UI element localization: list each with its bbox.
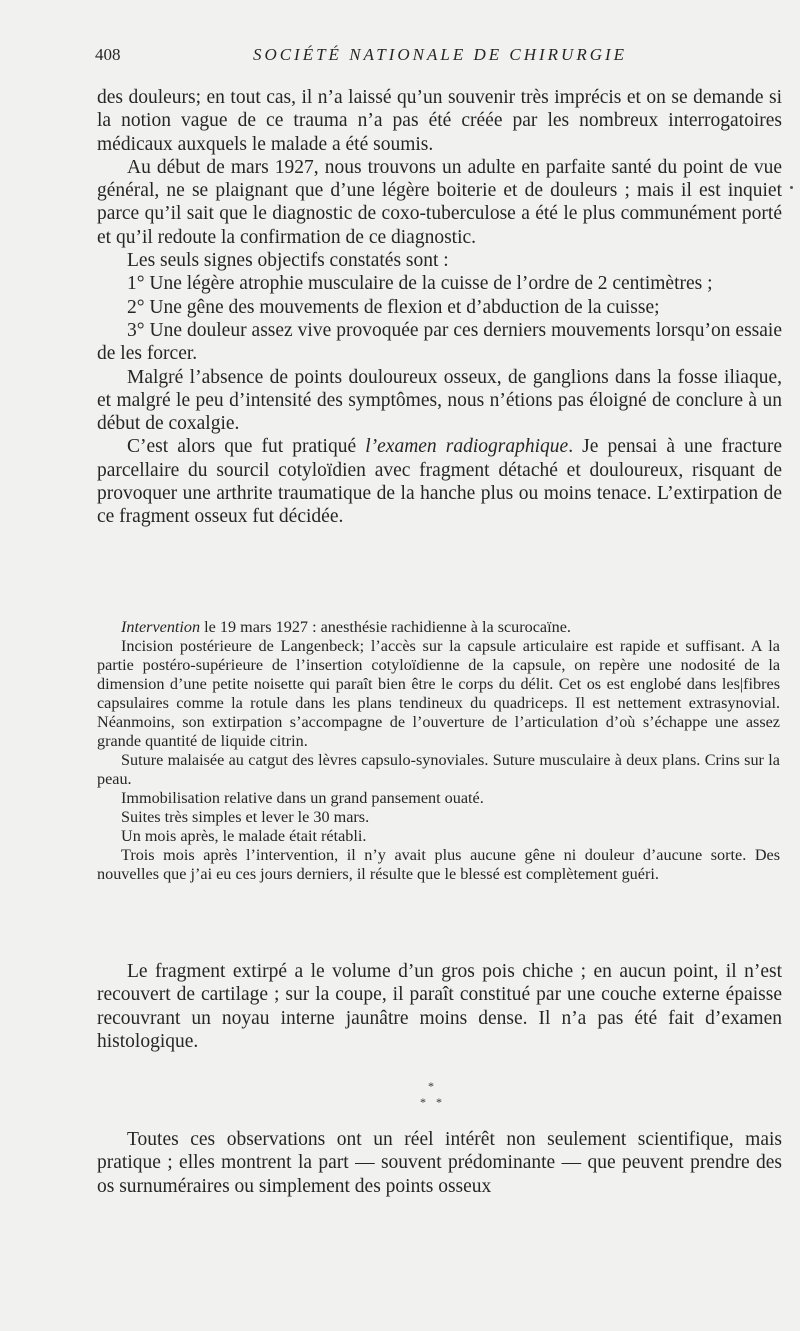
paragraph-radiographic-exam [97, 435, 782, 528]
paragraph-continuation: des douleurs; en tout cas, il n’a laissé qu’un souvenir très imprécis et on se demande si la notion vague de ce trauma n’a pas été créée par les nombreux interrogatoires médicaux auxquels le malade a été soumis. [97, 87, 782, 155]
intervention-three-months: Trois mois après l’intervention, il n’y avait plus aucune gêne ni douleur d’aucune sorte. Des nouvelles que j’ai eu ces jours derniers, il résulte que le blessé est complètement guéri. [97, 846, 780, 883]
intervention-label: Intervention [121, 618, 201, 636]
intervention-one-month: Un mois après, le malade était rétabli. [121, 827, 367, 845]
intervention-suites: Suites très simples et lever le 30 mars. [121, 808, 370, 826]
paragraph-coxalgie: Malgré l’absence de points douloureux osseux, de ganglions dans la fosse iliaque, et malgré le peu d’intensité des symptômes, nous n’étions pas éloigné de conclure à un début de coxalgie. [97, 366, 782, 435]
intervention-suture: Suture malaisée au catgut des lèvres capsulo-synoviales. Suture musculaire à deux plans. Crins sur la peau. [97, 751, 780, 788]
main-body-text [97, 86, 782, 529]
closing-text [97, 1128, 782, 1198]
intervention-notes [97, 618, 780, 884]
section-separator [405, 1080, 445, 1112]
paragraph-conclusion: Toutes ces observations ont un réel intérêt non seulement scientifique, mais pratique ; elles montrent la part — souvent prédominante — que peuvent prendre des os surnuméraires ou simplement des points osseux [97, 1129, 782, 1197]
fragment-description [97, 960, 782, 1053]
list-item-movement: 2° Une gêne des mouvements de flexion et d’abduction de la cuisse; [127, 296, 660, 318]
page-number: 408 [95, 45, 121, 64]
list-item-pain: 3° Une douleur assez vive provoquée par ces derniers mouvements lorsqu’on essaie de les forcer. [97, 319, 782, 365]
separator-star-top: * [428, 1079, 434, 1093]
page-header [95, 42, 785, 68]
margin-speck [790, 186, 793, 189]
separator-star-right: * [436, 1095, 442, 1109]
paragraph-signs-intro: Les seuls signes objectifs constatés sont : [127, 250, 449, 272]
radiographic-text-after: . Je pensai à une fracture parcellaire du sourcil cotyloïdien avec fragment détaché et douloureux, risquant de provoquer une arthrite traumatique de la hanche plus ou moins tenace. L’extirpation de ce fragment osseux fut décidée. [97, 436, 782, 528]
intervention-immobilisation: Immobilisation relative dans un grand pansement ouaté. [121, 789, 484, 807]
radiographic-text-before: C’est alors que fut pratiqué [127, 436, 366, 458]
separator-star-left: * [420, 1095, 426, 1109]
intervention-date [97, 618, 780, 637]
list-item-atrophy: 1° Une légère atrophie musculaire de la cuisse de l’ordre de 2 centimètres ; [127, 273, 713, 295]
radiographic-emphasis: l’examen radiographique [365, 436, 569, 458]
paragraph-fragment: Le fragment extirpé a le volume d’un gros pois chiche ; en aucun point, il n’est recouvert de cartilage ; sur la coupe, il paraît constitué par une couche externe épaisse recouvrant un noyau interne jaunâtre moins dense. Il n’a pas été fait d’examen histologique. [97, 961, 782, 1052]
intervention-date-text: le 19 mars 1927 : anesthésie rachidienne à la scurocaïne. [200, 618, 571, 636]
intervention-incision: Incision postérieure de Langenbeck; l’accès sur la capsule articulaire est rapide et suffisant. A la partie postéro-supérieure de l’insertion cotyloïdienne de la capsule, on repère une nodosité de la dimension d’une petite noisette qui paraît bien être le corps du délit. Cet os est englobé dans les|fibres capsulaires comme la rotule dans les plans tendineux du quadriceps. Il est nettement extrasynovial. Néanmoins, son extirpation s’accompagne de l’ouverture de l’articulation d’où s’échappe une assez grande quantité de liquide citrin. [97, 637, 780, 750]
running-title: SOCIÉTÉ NATIONALE DE CHIRURGIE [252, 45, 628, 64]
paragraph-patient-status: Au début de mars 1927, nous trouvons un adulte en parfaite santé du point de vue général, ne se plaignant que d’une légère boiterie et de douleurs ; mais il est inquiet parce qu’il sait que le diagnostic de coxo-tuberculose a été le plus communément porté et qu’il redoute la confirmation de ce diagnostic. [97, 156, 782, 248]
